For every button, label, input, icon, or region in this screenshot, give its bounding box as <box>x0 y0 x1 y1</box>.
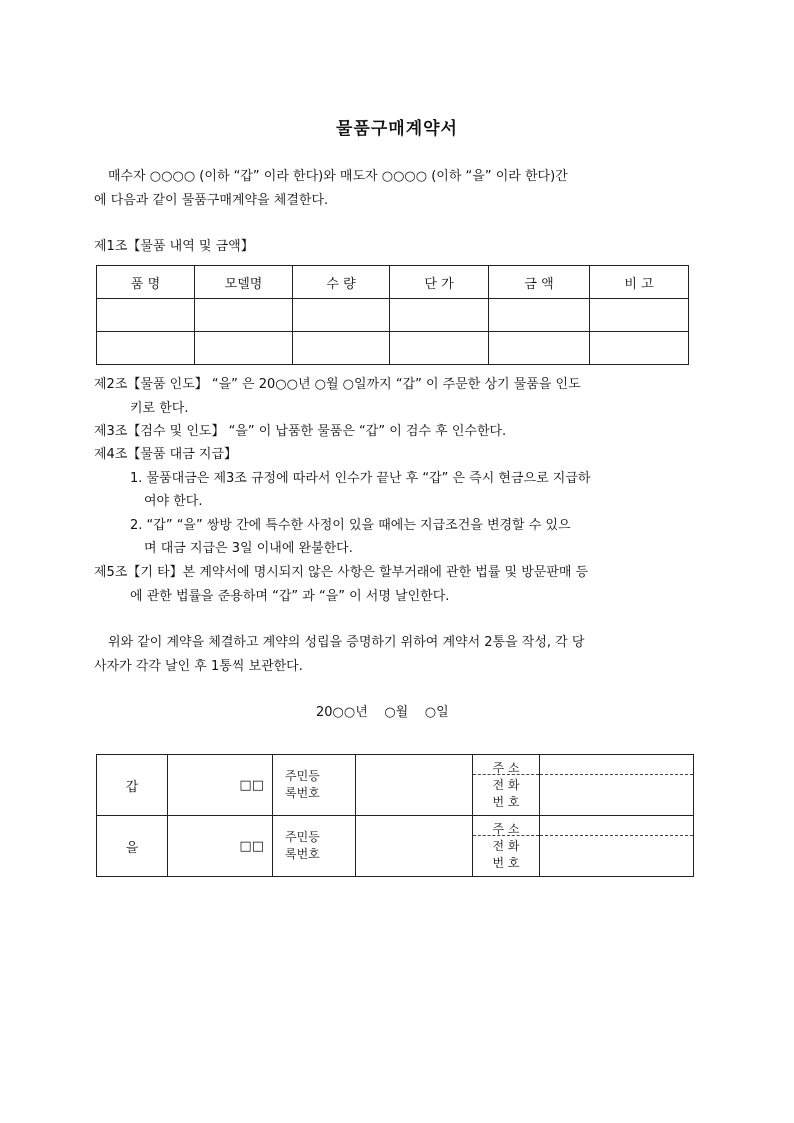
table-cell <box>489 299 590 332</box>
id-number-field[interactable] <box>356 816 473 877</box>
table-cell <box>195 332 293 365</box>
table-cell <box>97 332 195 365</box>
divider <box>473 774 539 775</box>
table-cell <box>195 299 293 332</box>
table-row <box>97 299 689 332</box>
article-4-item-1-line-1: 1. 물품대금은 제3조 규정에 따라서 인수가 끝난 후 “갑” 은 즉시 현금으로 지급하 <box>130 471 591 486</box>
seal-box[interactable]: □□ <box>168 816 273 877</box>
phone-label-line-2: 번 호 <box>492 855 520 870</box>
header-unit-price: 단 가 <box>390 266 489 299</box>
phone-label-line-1: 전 화 <box>492 838 520 853</box>
phone-label-line-1: 전 화 <box>492 777 520 792</box>
party-label: 갑 <box>97 755 168 816</box>
header-remarks: 비 고 <box>590 266 689 299</box>
table-cell <box>97 299 195 332</box>
id-label-line-1: 주민등 <box>285 830 320 844</box>
table-cell <box>390 332 489 365</box>
address-label: 주 소 <box>492 760 520 775</box>
article-3-line-1: 제3조【검수 및 인도】 “을” 이 납품한 물품은 “갑” 이 검수 후 인수한다. <box>94 424 507 439</box>
signature-row-eul <box>97 816 694 877</box>
article-4-heading: 제4조【물품 대금 지급】 <box>94 447 237 462</box>
id-number-field[interactable] <box>356 755 473 816</box>
article-5-line-2: 에 관한 법률을 준용하며 “갑” 과 “을” 이 서명 날인한다. <box>130 589 450 604</box>
article-4-item-1-line-2: 여야 한다. <box>144 494 203 509</box>
article-1-heading: 제1조【물품 내역 및 금액】 <box>94 239 254 254</box>
table-row <box>97 332 689 365</box>
items-table <box>96 265 689 365</box>
address-phone-field[interactable] <box>540 816 694 877</box>
divider <box>473 835 539 836</box>
intro-line-2: 에 다음과 같이 물품구매계약을 체결한다. <box>94 193 329 208</box>
intro-line-1: 매수자 ○○○○ (이하 “갑” 이라 한다)와 매도자 ○○○○ (이하 “을” 이라 한다)간 <box>108 169 568 184</box>
address-label: 주 소 <box>492 821 520 836</box>
table-cell <box>293 332 390 365</box>
article-2-line-2: 키로 한다. <box>130 401 189 416</box>
table-cell <box>390 299 489 332</box>
id-label-line-1: 주민등 <box>285 769 320 783</box>
address-phone-label <box>473 816 540 877</box>
address-phone-field[interactable] <box>540 755 694 816</box>
article-5-line-1: 제5조【기 타】본 계약서에 명시되지 않은 사항은 할부거래에 관한 법률 및 방문판매 등 <box>94 565 589 580</box>
header-amount: 금 액 <box>489 266 590 299</box>
phone-label-line-2: 번 호 <box>492 794 520 809</box>
header-model: 모델명 <box>195 266 293 299</box>
document-title: 물품구매계약서 <box>336 119 458 139</box>
table-cell <box>590 332 689 365</box>
divider <box>540 835 693 836</box>
id-label-line-2: 록번호 <box>285 786 320 800</box>
address-phone-label <box>473 755 540 816</box>
header-item-name: 품 명 <box>97 266 195 299</box>
table-cell <box>489 332 590 365</box>
divider <box>540 774 693 775</box>
table-cell <box>293 299 390 332</box>
signature-table <box>96 754 694 877</box>
article-4-item-2-line-2: 며 대금 지급은 3일 이내에 완불한다. <box>144 541 353 556</box>
closing-line-1: 위와 같이 계약을 체결하고 계약의 성립을 증명하기 위하여 계약서 2통을 작성, 각 당 <box>108 635 585 650</box>
party-label: 을 <box>97 816 168 877</box>
header-quantity: 수 량 <box>293 266 390 299</box>
seal-box[interactable]: □□ <box>168 755 273 816</box>
table-cell <box>590 299 689 332</box>
items-table-header-row <box>97 266 689 299</box>
article-4-item-2-line-1: 2. “갑” “을” 쌍방 간에 특수한 사정이 있을 때에는 지급조건을 변경할 수 있으 <box>130 518 571 533</box>
id-label-line-2: 록번호 <box>285 847 320 861</box>
article-2-line-1: 제2조【물품 인도】 “을” 은 20○○년 ○월 ○일까지 “갑” 이 주문한 상기 물품을 인도 <box>94 377 581 392</box>
id-number-label <box>273 816 356 877</box>
id-number-label <box>273 755 356 816</box>
closing-line-2: 사자가 각각 날인 후 1통씩 보관한다. <box>94 659 303 674</box>
contract-date: 20○○년 ○월 ○일 <box>316 705 449 720</box>
signature-row-gap <box>97 755 694 816</box>
